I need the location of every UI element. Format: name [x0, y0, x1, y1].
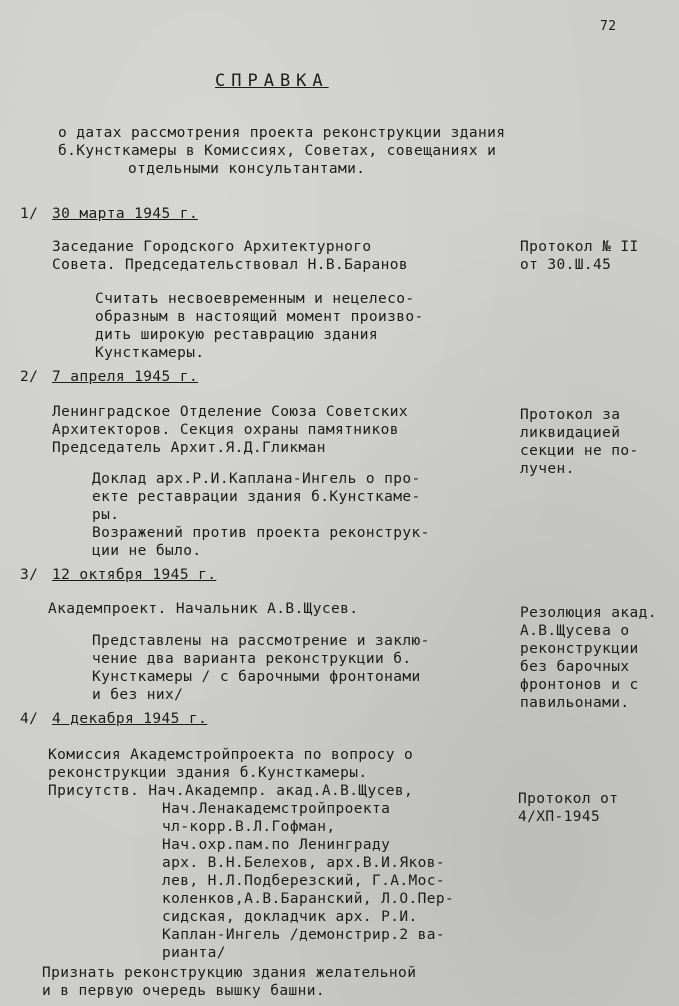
- entry-4-body-line-2: реконструкции здания б.Кунсткамеры.: [48, 765, 368, 781]
- entry-2-body-line-2: Архитекторов. Секция охраны памятников: [52, 422, 399, 438]
- entry-1-note-line-2: образным в настоящий момент произво-: [95, 309, 424, 325]
- entry-1-right-line-1: Протокол № II: [520, 239, 639, 255]
- entry-4-right-line-2: 4/ХП-1945: [518, 809, 601, 825]
- entry-1-date: 30 марта 1945 г.: [52, 206, 199, 222]
- entry-2-note-line-1: Доклад арх.Р.И.Каплана-Ингель о про-: [92, 471, 421, 487]
- entry-4-attendee-line-3: Нач.охр.пам.по Ленинграду: [162, 837, 391, 853]
- entry-2-right-line-2: ликвидацией: [520, 425, 621, 441]
- entry-4-attendee-line-6: коленков,А.В.Баранский, Л.О.Пер-: [162, 891, 455, 907]
- conclusion-line-1: Признать реконструкцию здания желательной: [42, 965, 417, 981]
- entry-4-attendee-line-7: сидская, докладчик арх. Р.И.: [162, 909, 418, 925]
- entry-3-date: 12 октября 1945 г.: [52, 567, 217, 583]
- entry-2-number: 2/: [20, 369, 39, 385]
- entry-3-right-line-4: без барочных: [520, 659, 630, 675]
- entry-1-note-line-1: Считать несвоевременным и нецелесо-: [95, 291, 415, 307]
- entry-4-attendee-line-1: Нач.Ленакадемстройпроекта: [162, 801, 391, 817]
- page-number: 72: [600, 19, 617, 34]
- entry-2-right-line-1: Протокол за: [520, 407, 621, 423]
- entry-3-note-line-3: Кунсткамеры / с барочными фронтонами: [92, 669, 421, 685]
- entry-3-number: 3/: [20, 567, 39, 583]
- entry-3-note-line-4: и без них/: [92, 687, 184, 703]
- entry-2-note-line-2: екте реставрации здания б.Кунсткаме-: [92, 489, 421, 505]
- entry-1-note-line-3: дить широкую реставрацию здания: [95, 327, 379, 343]
- entry-4-attendee-line-5: лев, Н.Л.Подберезский, Г.А.Мос-: [162, 873, 446, 889]
- subtitle-line-3: отдельными консультантами.: [128, 161, 366, 177]
- entry-3-right-line-2: А.В.Щусева о: [520, 623, 630, 639]
- entry-1-right-line-2: от 30.Ш.45: [520, 257, 612, 273]
- entry-3-body-line-1: Академпроект. Начальник А.В.Щусев.: [48, 601, 359, 617]
- entry-3-note-line-2: чение два варианта реконструкции б.: [92, 651, 412, 667]
- entry-1-body-line-2: Совета. Председательствовал Н.В.Баранов: [52, 257, 409, 273]
- entry-2-note-line-3: ры.: [92, 507, 120, 523]
- entry-2-note-line-5: ции не было.: [92, 543, 202, 559]
- entry-2-note-line-4: Возражений против проекта реконструк-: [92, 525, 430, 541]
- entry-1-number: 1/: [20, 206, 39, 222]
- entry-4-number: 4/: [20, 711, 39, 727]
- entry-3-right-line-5: фронтонов и с: [520, 677, 639, 693]
- entry-4-date: 4 декабря 1945 г.: [52, 711, 208, 727]
- subtitle-line-1: о датах рассмотрения проекта реконструкции здания: [58, 125, 506, 141]
- entry-2-right-line-4: лучен.: [520, 461, 575, 477]
- entry-1-body-line-1: Заседание Городского Архитектурного: [52, 239, 372, 255]
- entry-4-body-line-3: Присутств. Нач.Академпр. акад.А.В.Щусев,: [48, 783, 414, 799]
- entry-2-right-line-3: секции не по-: [520, 443, 639, 459]
- subtitle-line-2: б.Кунсткамеры в Комиссиях, Советах, совещаниях и: [58, 143, 497, 159]
- entry-2-date: 7 апреля 1945 г.: [52, 369, 199, 385]
- entry-4-body-line-1: Комиссия Академстройпроекта по вопросу о: [48, 747, 414, 763]
- entry-4-right-line-1: Протокол от: [518, 791, 619, 807]
- entry-2-body-line-3: Председатель Архит.Я.Д.Гликман: [52, 440, 326, 456]
- entry-3-right-line-1: Резолюция акад.: [520, 605, 657, 621]
- entry-2-body-line-1: Ленинградское Отделение Союза Советских: [52, 404, 409, 420]
- entry-3-right-line-6: павильонами.: [520, 695, 630, 711]
- entry-4-attendee-line-9: рианта/: [162, 945, 226, 961]
- entry-3-note-line-1: Представлены на рассмотрение и заклю-: [92, 633, 430, 649]
- entry-4-attendee-line-2: чл-корр.В.Л.Гофман,: [162, 819, 336, 835]
- entry-1-note-line-4: Кунсткамеры.: [95, 345, 205, 361]
- conclusion-line-2: и в первую очередь вышку башни.: [42, 983, 326, 999]
- entry-4-attendee-line-8: Каплан-Ингель /демонстрир.2 ва-: [162, 927, 446, 943]
- entry-4-attendee-line-4: арх. В.Н.Белехов, арх.В.И.Яков-: [162, 855, 446, 871]
- entry-3-right-line-3: реконструкции: [520, 641, 639, 657]
- document-title: СПРАВКА: [215, 71, 329, 91]
